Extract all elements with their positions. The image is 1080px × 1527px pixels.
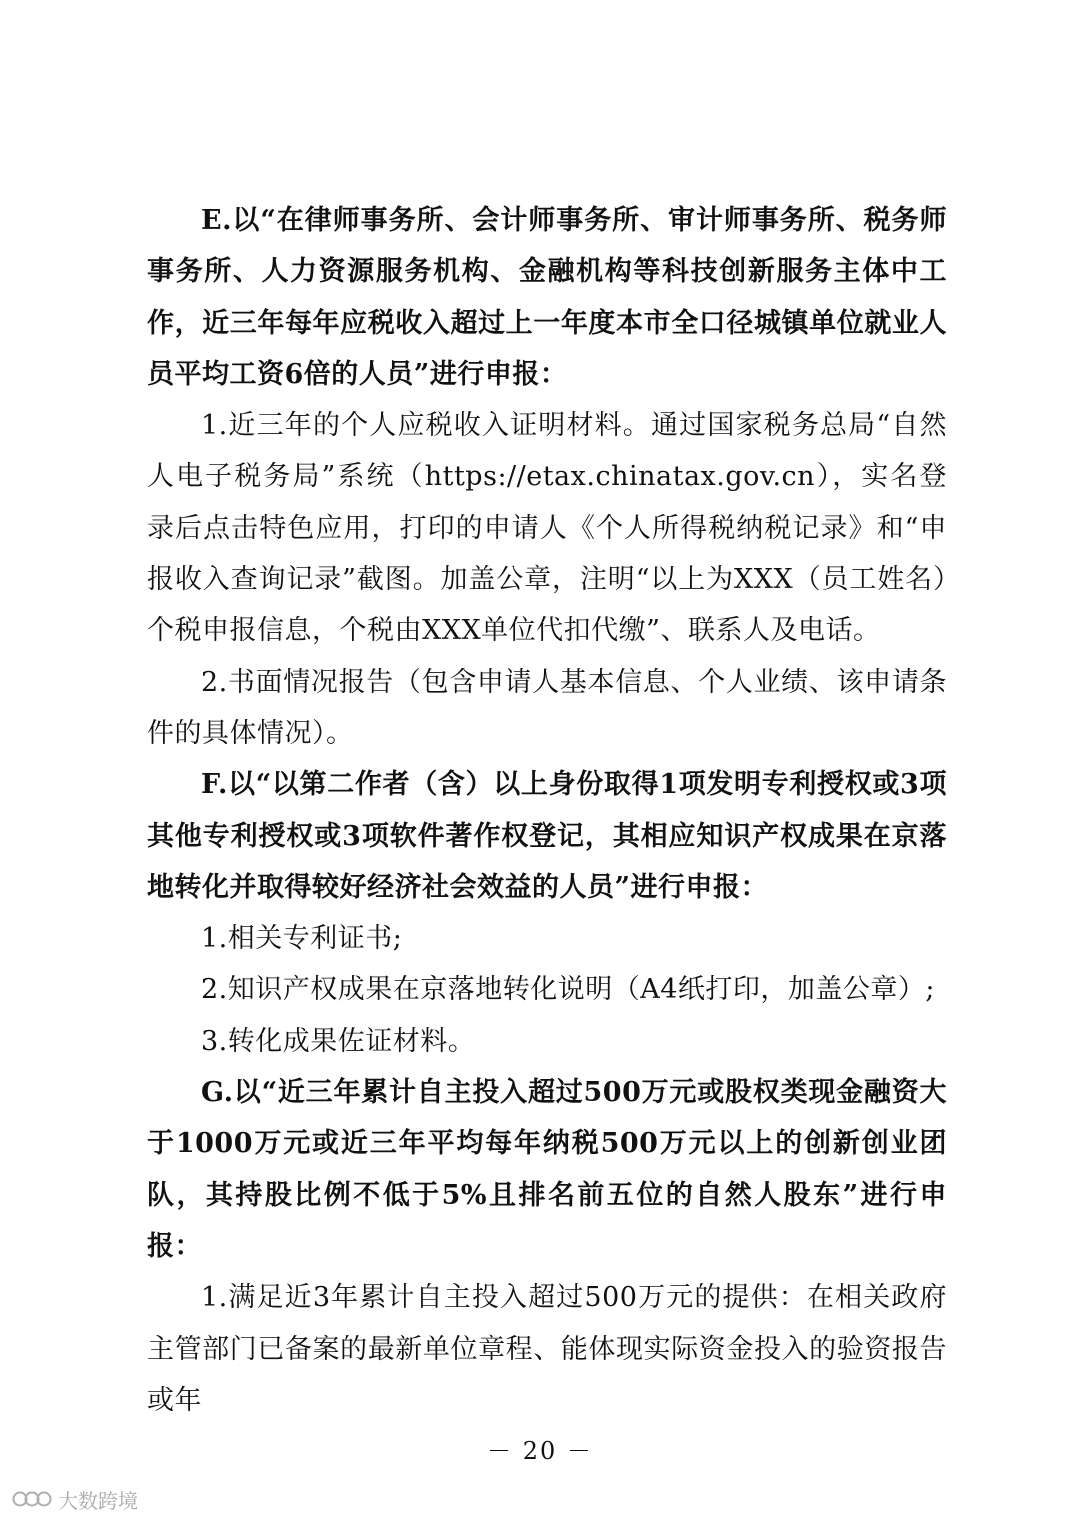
section-g-item-1: 1.满足近3年累计自主投入超过500万元的提供：在相关政府主管部门已备案的最新单位章程、能体现实际资金投入的验资报告或年 bbox=[147, 1282, 947, 1416]
section-g-heading: G.以“近三年累计自主投入超过500万元或股权类现金融资大于1000万元或近三年平均每年纳税500万元以上的创新创业团队，其持股比例不低于5%且排名前五位的自然人股东”进行申报： bbox=[147, 1077, 947, 1262]
section-f-item-3: 3.转化成果佐证材料。 bbox=[201, 1025, 476, 1057]
brand-logo-icon bbox=[12, 1488, 52, 1510]
section-f-item-2: 2.知识产权成果在京落地转化说明（A4纸打印，加盖公章）; bbox=[201, 974, 936, 1006]
section-e-heading: E.以“在律师事务所、会计师事务所、审计师事务所、税务师事务所、人力资源服务机构、金融机构等科技创新服务主体中工作，近三年每年应税收入超过上一年度本市全口径城镇单位就业人员平均工资6倍的人员”进行申报： bbox=[147, 205, 947, 390]
document-body bbox=[147, 195, 947, 1426]
page-number: － 20 － bbox=[487, 1437, 593, 1465]
section-e-item-2: 2.书面情况报告（包含申请人基本信息、个人业绩、该申请条件的具体情况）。 bbox=[147, 666, 947, 749]
section-e-item-1: 1.近三年的个人应税收入证明材料。通过国家税务总局“自然人电子税务局”系统（https://etax.chinatax.gov.cn），实名登录后点击特色应用，打印的申请人《个人所得税纳税记录》和“申报收入查询记录”截图。加盖公章，注明“以上为XXX（员工姓名）个税申报信息，个税由XXX单位代扣代缴”、联系人及电话。 bbox=[147, 410, 947, 647]
section-f-heading: F.以“以第二作者（含）以上身份取得1项发明专利授权或3项其他专利授权或3项软件著作权登记，其相应知识产权成果在京落地转化并取得较好经济社会效益的人员”进行申报： bbox=[147, 769, 947, 903]
watermark-text: 大数跨境 bbox=[58, 1488, 138, 1513]
watermark bbox=[12, 1486, 138, 1512]
section-f-item-1: 1.相关专利证书; bbox=[201, 923, 403, 955]
